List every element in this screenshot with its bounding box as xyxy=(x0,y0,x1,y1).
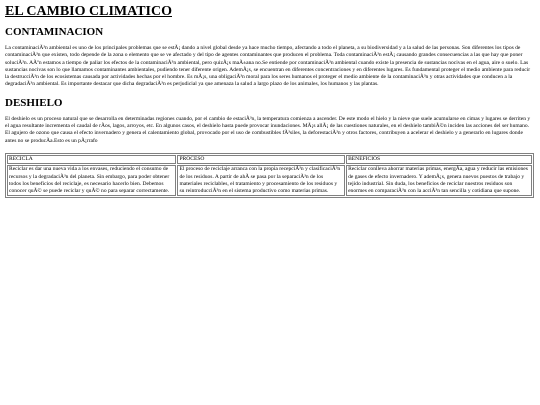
table-header-recicla: RECICLA xyxy=(7,155,176,164)
page-title: EL CAMBIO CLIMATICO xyxy=(5,4,172,19)
paragraph-contaminacion: La contaminaciÃ³n ambiental es uno de los principales problemas que se estÃ¡ dando a nivel global desde ya hace mucho tiempo, afectando a todo el planeta, a su biodiversidad y a la salud de las personas. Son diferentes los tipos de contaminaciÃ³n que existen, todo depende de la zona o elemento que se ve afectado y del tipo de agentes contaminantes que producen el problema. Toda contaminaciÃ³n estÃ¡ causando grandes consecuencias a las que hay que poner soluciÃ³n. AÃºn estamos a tiempo de paliar los efectos de la contaminaciÃ³n ambiental, pero quizÃ¡s maÃ±ana no.Se entiende por contaminaciÃ³n ambiental cuando existe la presencia de sustancias nocivas en el agua, aire o suelo. Las sustancias nocivas son lo que llamamos contaminantes ambientales, pudiendo tener diferente origen. AdemÃ¡s, se encuentran en diferentes concentraciones y en diferentes lugares. Es fundamental proteger el medio ambiente para reducir la destrucciÃ³n de los ecosistemas causada por actividades hechas por el hombre. Es mÃ¡s, una obligaciÃ³n moral para los seres humanos el proteger el medio ambiente de la contaminaciÃ³n y otras actividades que conducen a la degradaciÃ³n ambiental. Es importante destacar que dicha degradaciÃ³n es perjudicial ya que amenaza la salud a largo plazo de los animales, los humanos y las plantas. xyxy=(5,45,531,88)
table-header-beneficios: BENEFICIOS xyxy=(346,155,532,164)
table-cell-proceso: El proceso de reciclaje arranca con la propia recepciÃ³n y clasificaciÃ³n de los residuos. A partir de ahÃ se pasa por la separaciÃ³n de los materiales reciclables, el tratamiento y procesamiento de los residuos y su reintroducciÃ³n en el sistema productivo como materias primas. xyxy=(177,165,345,196)
table-header-row xyxy=(7,155,532,164)
section-heading-contaminacion: CONTAMINACION xyxy=(5,26,104,38)
table-cell-recicla: Reciclar es dar una nueva vida a los envases, reduciendo el consumo de recursos y la degradaciÃ³n del planeta. Sin embargo, para poder obtener todos los beneficios del reciclaje, es necesario hacerlo bien. Debemos conocer quÃ© se puede reciclar y quÃ© no para separar correctamente. xyxy=(7,165,176,196)
table-cell-beneficios: Reciclar conlleva ahorrar materias primas, energÃa, agua y reducir las emisiones de gases de efecto invernadero. Y ademÃ¡s, genera nuevos puestos de trabajo y tejido industrial. Sin duda, los beneficios de reciclar nuestros residuos son enormes en comparaciÃ³n con la acciÃ³n tan sencilla y cotidiana que supone. xyxy=(346,165,532,196)
section-heading-deshielo: DESHIELO xyxy=(5,96,63,109)
paragraph-deshielo: El deshielo es un proceso natural que se desarrolla en determinadas regiones cuando, por el cambio de estaciÃ³n, la temperatura comienza a ascender. De este modo el hielo y la nieve que suele acumularse en cimas y lugares se derriten y el agua resultante incrementa el caudal de rÃos, lagos, arroyos, etc. En algunos casos, el deshielo hasta puede provocar inundaciones. MÃ¡s allÃ¡ de las cuestiones naturales, en el deshielo tambiÃ©n inciden las acciones del ser humano. El agujero de ozono que causa el efecto invernadero y genera el calentamiento global, provocado por el uso de combustibles fÃ³siles, la deforestaciÃ³n y otros factores, contribuyen a acelerar el deshielo y a generarlo en lugares donde antes no se producÃa.Esto es un pÃ¡rrafo xyxy=(5,115,531,144)
table-header-proceso: PROCESO xyxy=(177,155,345,164)
recycling-table xyxy=(5,153,534,198)
table-row xyxy=(7,165,532,196)
